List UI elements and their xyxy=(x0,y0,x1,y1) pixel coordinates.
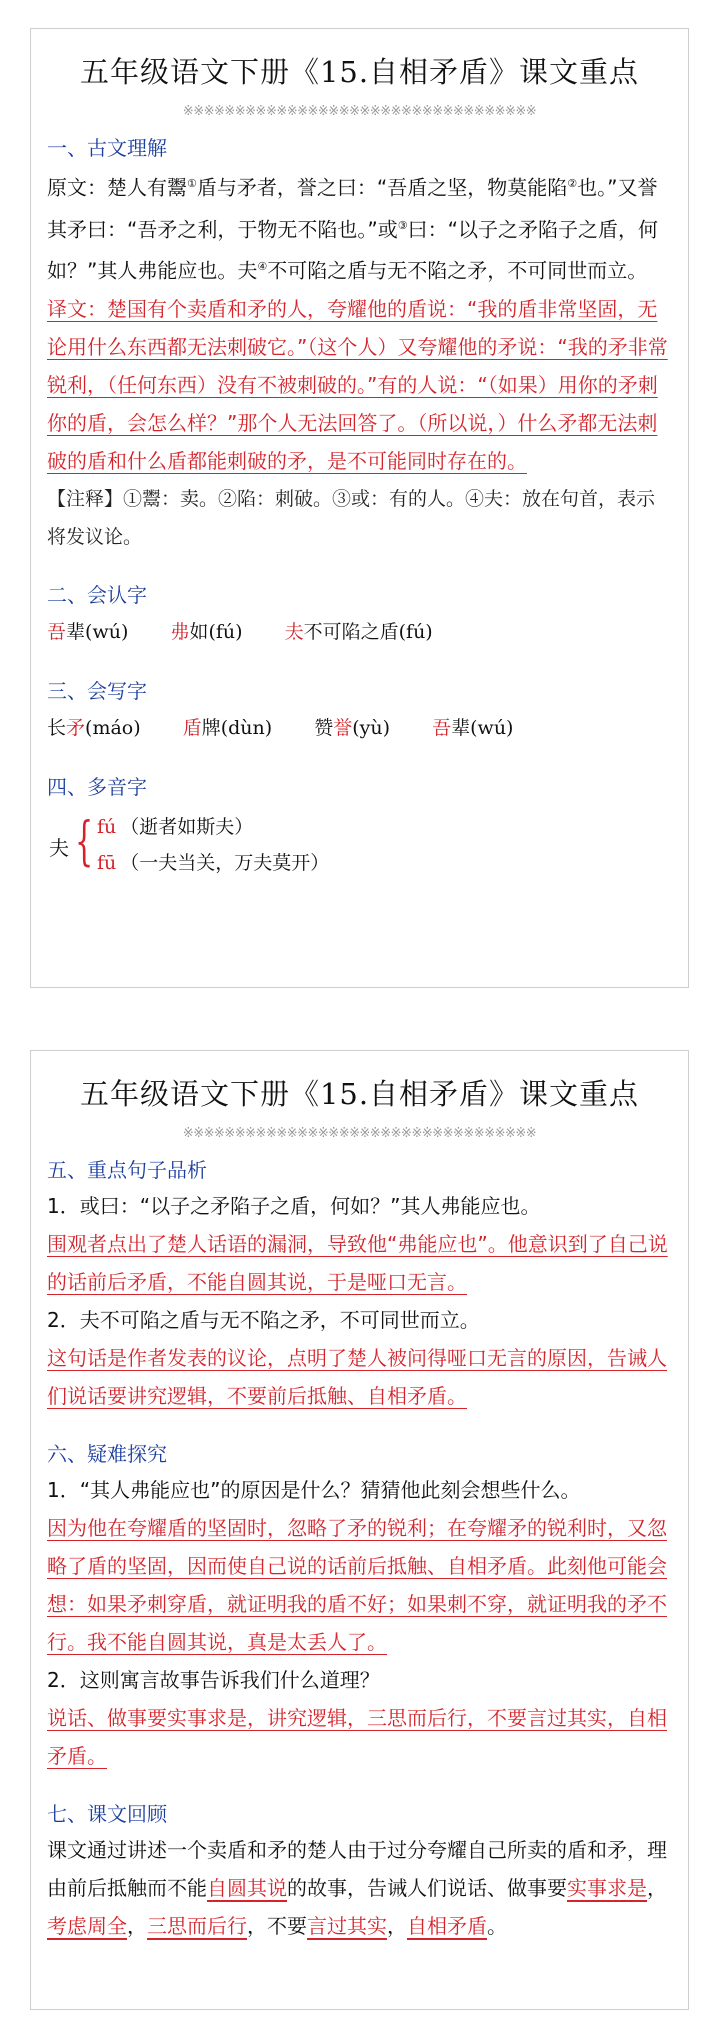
page-title: 五年级语文下册《15.自相矛盾》课文重点 xyxy=(79,1077,640,1111)
divider: ※※※※※※※※※※※※※※※※※※※※※※※※※※※※※※※※※※ xyxy=(182,1126,537,1141)
keyword: 自相矛盾 xyxy=(407,1914,487,1938)
original-text xyxy=(47,165,672,290)
char-rest: 牌 xyxy=(201,716,221,739)
keyword: 实事求是 xyxy=(567,1876,647,1900)
review-part: 课文通过讲述一个卖盾和矛的楚人由于过分夸耀自己所卖的盾和矛，理由前后抵触而不能 xyxy=(47,1838,667,1900)
translation-text: 译文：楚国有个卖盾和矛的人，夸耀他的盾说：“我的盾非常坚固，无论用什么东西都无法刺破它。”（这个人）又夸耀他的矛说：“我的矛非常锐利，（任何东西）没有不被刺破的。”有的人说：“（如果）用你的矛刺你的盾，会怎么样？”那个人无法回答了。（所以说，）什么矛都无法刺破的盾和什么盾都能刺破的矛，是不可能同时存在的。 xyxy=(47,296,668,473)
lesson-card-1 xyxy=(30,28,689,988)
footnote-mark: ④ xyxy=(257,260,268,274)
review-part: ， xyxy=(127,1914,147,1938)
keyword: 考虑周全 xyxy=(47,1914,127,1938)
annotation-note: 【注释】①鬻：卖。②陷：刺破。③或：有的人。④夫：放在句首，表示将发议论。 xyxy=(47,487,656,548)
highlight-char: 盾 xyxy=(182,716,202,739)
footnote-mark: ③ xyxy=(397,218,408,232)
question: 1．“其人弗能应也”的原因是什么？猜猜他此刻会想些什么。 xyxy=(47,1478,581,1502)
pinyin: (yù) xyxy=(352,716,391,739)
pinyin: (máo) xyxy=(85,716,141,739)
pinyin: fū xyxy=(97,851,117,874)
char-item xyxy=(432,708,513,748)
keyword: 三思而后行 xyxy=(147,1914,247,1938)
example: （逝者如斯夫） xyxy=(120,815,254,838)
char-rest: 辈 xyxy=(66,620,86,643)
polyphone-block xyxy=(47,810,672,880)
char-rest: 不可陷之盾 xyxy=(303,620,399,643)
pinyin: (fú) xyxy=(398,620,433,643)
char-rest: 如 xyxy=(189,620,209,643)
pinyin: fú xyxy=(97,815,117,838)
lesson-card-2 xyxy=(30,1050,689,2010)
polyphone-reading-1 xyxy=(97,810,253,844)
char-pre: 长 xyxy=(47,716,67,739)
original-label: 原文： xyxy=(47,175,107,200)
section-heading-write-chars: 三、会写字 xyxy=(47,678,147,703)
char-item xyxy=(183,708,273,748)
answer: 因为他在夸耀盾的坚固时，忽略了矛的锐利；在夸耀矛的锐利时，又忽略了盾的坚固，因而使自己说的话前后抵触、自相矛盾。此刻他可能会想：如果矛刺穿盾，就证明我的盾不好；如果刺不穿，就证明我的矛不行。我不能自圆其说，真是太丢人了。 xyxy=(47,1516,667,1654)
footnote-mark: ② xyxy=(567,177,578,190)
original-part: 楚人有鬻 xyxy=(107,175,187,200)
original-part: 不可陷之盾与无不陷之矛，不可同世而立。 xyxy=(267,258,648,283)
page-title: 五年级语文下册《15.自相矛盾》课文重点 xyxy=(79,55,640,89)
section-heading-review: 七、课文回顾 xyxy=(47,1802,167,1826)
brace-icon: { xyxy=(75,811,94,872)
char-item xyxy=(47,708,141,748)
review-part: 。 xyxy=(487,1914,507,1938)
original-part: 盾与矛者，誉之曰：“吾盾之坚，物莫能陷 xyxy=(196,175,568,200)
highlight-char: 誉 xyxy=(333,716,353,739)
footnote-mark: ① xyxy=(187,177,197,190)
pinyin: (dùn) xyxy=(220,716,273,739)
char-item xyxy=(314,708,390,748)
pinyin: (fú) xyxy=(208,620,243,643)
review-part: ， xyxy=(647,1876,667,1900)
char-item xyxy=(47,612,128,652)
question: 1．或曰：“以子之矛陷子之盾，何如？”其人弗能应也。 xyxy=(47,1194,541,1218)
divider: ※※※※※※※※※※※※※※※※※※※※※※※※※※※※※※※※※※ xyxy=(182,104,537,119)
review-part: ，不要 xyxy=(247,1914,307,1938)
write-chars-row xyxy=(47,708,672,748)
answer: 围观者点出了楚人话语的漏洞，导致他“弗能应也”。他意识到了自己说的话前后矛盾，不能自圆其说，于是哑口无言。 xyxy=(47,1232,668,1294)
char-pre: 赞 xyxy=(314,716,334,739)
pinyin: (wú) xyxy=(470,716,514,739)
section-heading-recognize-chars: 二、会认字 xyxy=(47,582,147,607)
question: 2．这则寓言故事告诉我们什么道理？ xyxy=(47,1668,380,1692)
section-heading-polyphone: 四、多音字 xyxy=(47,774,147,799)
review-part: 的故事，告诫人们说话、做事要 xyxy=(287,1876,567,1900)
highlight-char: 吾 xyxy=(432,716,452,739)
char-item xyxy=(170,612,242,652)
original-part: 也。”又誉其矛曰：“吾矛之利，于物无不陷也。”或 xyxy=(47,175,658,242)
highlight-char: 吾 xyxy=(47,620,67,643)
keyword: 自圆其说 xyxy=(207,1876,287,1900)
keyword: 言过其实 xyxy=(307,1914,387,1938)
section-heading-ancient-text: 一、古文理解 xyxy=(47,136,167,160)
example: （一夫当关，万夫莫开） xyxy=(120,851,330,874)
original-part: 曰：“以子之矛陷子之盾，何如？”其人弗能应也。夫 xyxy=(47,217,658,283)
review-part: ， xyxy=(387,1914,407,1938)
pinyin: (wú) xyxy=(85,620,129,643)
recognize-chars-row xyxy=(47,612,672,652)
section-heading-key-sentences: 五、重点句子品析 xyxy=(47,1158,207,1182)
highlight-char: 矛 xyxy=(66,716,86,739)
char-rest: 辈 xyxy=(451,716,471,739)
highlight-char: 夫 xyxy=(284,620,304,643)
answer: 说话、做事要实事求是，讲究逻辑，三思而后行，不要言过其实，自相矛盾。 xyxy=(47,1706,667,1768)
highlight-char: 弗 xyxy=(170,620,190,643)
section-heading-difficult-questions: 六、疑难探究 xyxy=(47,1442,167,1466)
polyphone-char: 夫 xyxy=(49,835,69,860)
question: 2．夫不可陷之盾与无不陷之矛，不可同世而立。 xyxy=(47,1308,480,1332)
review-text xyxy=(47,1831,672,1945)
polyphone-reading-2 xyxy=(97,846,329,880)
char-item xyxy=(285,612,433,652)
answer: 这句话是作者发表的议论，点明了楚人被问得哑口无言的原因，告诫人们说话要讲究逻辑，不要前后抵触、自相矛盾。 xyxy=(47,1346,667,1408)
